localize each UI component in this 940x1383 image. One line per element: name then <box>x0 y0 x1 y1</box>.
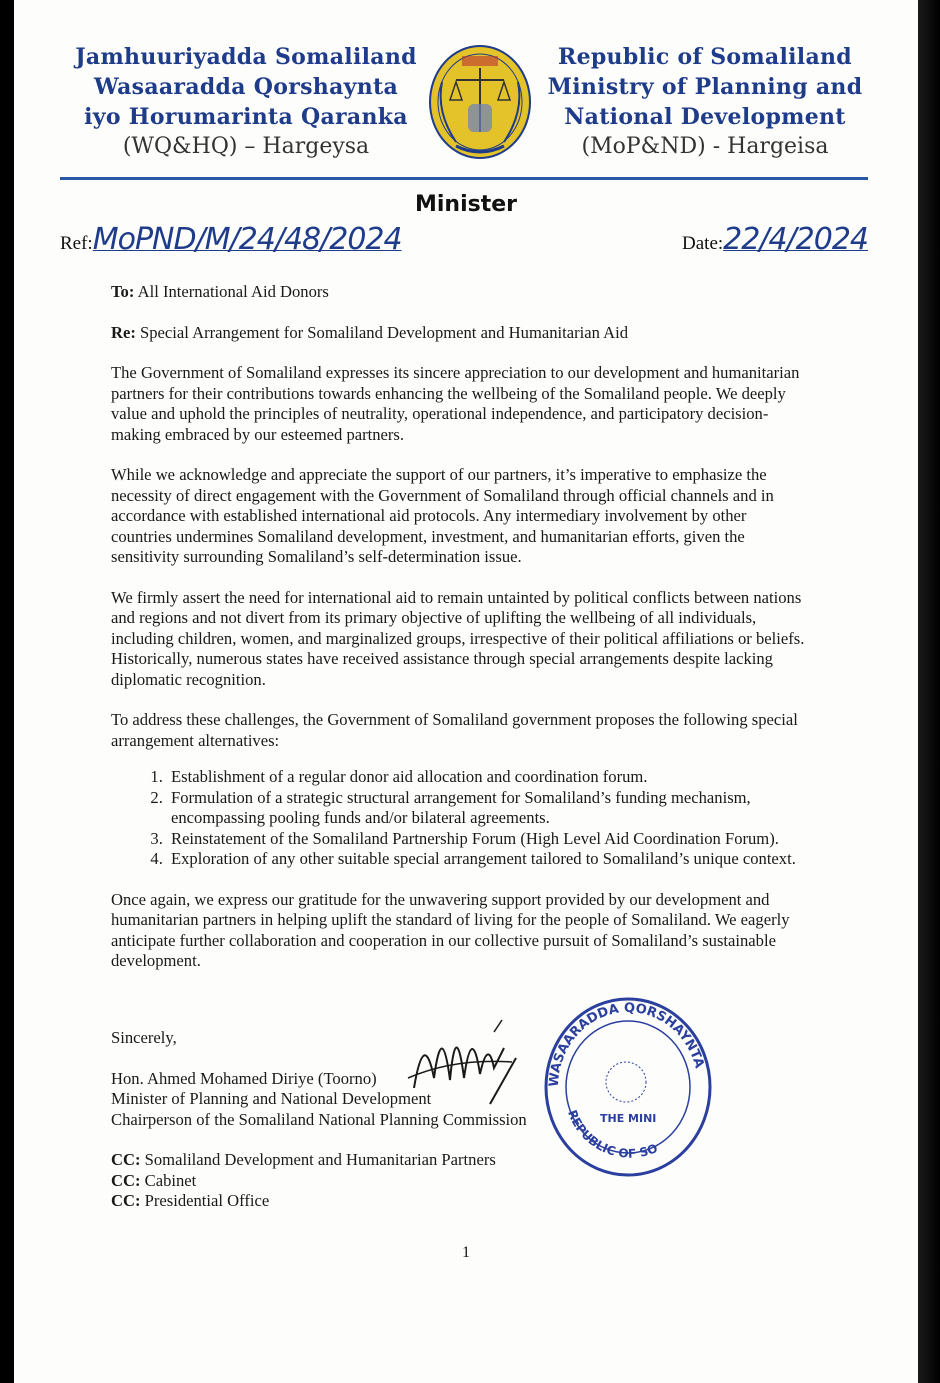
cc-line <box>111 1171 496 1192</box>
letter-page <box>14 0 918 1383</box>
letterhead-somali-line-2: Wasaaradda Qorshaynta <box>93 74 399 100</box>
cc-label: CC: <box>111 1170 141 1190</box>
letterhead-somali-short: (WQ&HQ) – Hargeysa <box>122 134 370 159</box>
stamp-text-top: WASAARADDA QORSHAYNTA <box>546 1000 707 1088</box>
cc-line <box>111 1150 496 1171</box>
paragraph-3: We firmly assert the need for international aid to remain untainted by political conflicts between nations and regions and not divert from its primary objective of uplifting the wellbeing of all individuals, including children, women, and marginalized groups, irrespective of their political affiliations or beliefs. Historically, numerous states have received assistance through special arrangements despite lacking diplomatic recognition. <box>111 587 805 689</box>
paragraph-4: To address these challenges, the Government of Somaliland government proposes the following special arrangement alternatives: <box>111 710 798 750</box>
list-item: 4. Exploration of any other suitable special arrangement tailored to Somaliland’s unique context. <box>167 849 809 870</box>
signer-name: Hon. Ahmed Mohamed Diriye (Toorno) <box>111 1068 377 1088</box>
letterhead-english-line-2: Ministry of Planning and <box>547 74 863 100</box>
signer-title-1: Minister of Planning and National Development <box>111 1089 432 1108</box>
national-emblem-icon <box>426 42 534 162</box>
date-label: Date: <box>682 233 724 254</box>
letterhead-english <box>542 42 868 162</box>
list-item: 1. Establishment of a regular donor aid allocation and coordination forum. <box>167 767 809 788</box>
letterhead-somali <box>66 42 426 162</box>
paragraph-1: The Government of Somaliland expresses its sincere appreciation to our development and humanitarian partners for their contributions towards enhancing the wellbeing of the Somaliland people. We deeply value and uphold the principles of neutrality, operational independence, and participatory decision-making embraced by our esteemed partners. <box>111 363 800 444</box>
cc-text: Cabinet <box>144 1170 197 1190</box>
letterhead-english-short: (MoP&ND) - Hargeisa <box>581 134 829 159</box>
re-label: Re: <box>111 322 136 342</box>
ref-value: MoPND/M/24/48/2024 <box>92 222 402 257</box>
document-title: Minister <box>414 192 518 217</box>
alternatives-list <box>111 767 809 870</box>
letterhead-english-line-1: Republic of Somaliland <box>557 44 852 70</box>
list-item: 2. Formulation of a strategic structural arrangement for Somaliland’s funding mechanism, encompassing pooling funds and/or bilateral agreements. <box>167 788 809 829</box>
page-number: 1 <box>462 1244 470 1261</box>
closing-paragraph: Once again, we express our gratitude for the unwavering support provided by our development and humanitarian partners in helping uplift the standard of living for the people of Somaliland. We eagerly anticipate further collaboration and cooperation in our collective pursuit of Somaliland’s sustainable development. <box>111 889 790 970</box>
svg-text:THE MINI: THE MINI <box>600 1112 657 1125</box>
cc-label: CC: <box>111 1150 141 1169</box>
re-line <box>111 323 809 344</box>
cc-text: Presidential Office <box>144 1191 270 1210</box>
cc-text: Somaliland Development and Humanitarian Partners <box>144 1150 496 1169</box>
handwritten-signature-icon <box>394 1008 534 1108</box>
re-text: Special Arrangement for Somaliland Development and Humanitarian Aid <box>140 322 629 342</box>
cc-line <box>111 1191 496 1212</box>
stamp-text-bottom: REPUBLIC OF SO <box>565 1108 660 1161</box>
to-text: All International Aid Donors <box>137 282 329 301</box>
cc-block <box>111 1150 496 1212</box>
to-line <box>111 282 809 303</box>
scan-edge-shadow <box>918 0 940 1383</box>
letterhead-rule <box>60 177 868 180</box>
svg-text:WASAARADDA QORSHAYNTA <box>547 1001 707 1088</box>
official-stamp-icon <box>538 992 718 1182</box>
letterhead-english-line-3: National Development <box>564 104 846 130</box>
letter-body <box>111 282 809 992</box>
list-item: 3. Reinstatement of the Somaliland Partnership Forum (High Level Aid Coordination Forum). <box>167 829 809 850</box>
letterhead-somali-line-1: Jamhuuriyadda Somaliland <box>75 44 417 70</box>
letterhead-somali-line-3: iyo Horumarinta Qaranka <box>84 104 408 130</box>
ref-label: Ref: <box>60 233 93 254</box>
date-line <box>682 222 868 257</box>
reference-line <box>60 222 402 257</box>
date-value: 22/4/2024 <box>723 222 868 257</box>
salutation: Sincerely, <box>111 1028 177 1047</box>
cc-label: CC: <box>111 1191 141 1210</box>
signer-title-2: Chairperson of the Somaliland National Planning Commission <box>111 1109 527 1129</box>
to-label: To: <box>111 282 135 301</box>
paragraph-2: While we acknowledge and appreciate the support of our partners, it’s imperative to emphasize the necessity of direct engagement with the Government of Somaliland through official channels and in accordance with established international aid protocols. Any intermediary involvement by other countries undermines Somaliland development, investment, and humanitarian efforts, given the sensitivity surrounding Somaliland’s self-determination issue. <box>111 465 774 566</box>
